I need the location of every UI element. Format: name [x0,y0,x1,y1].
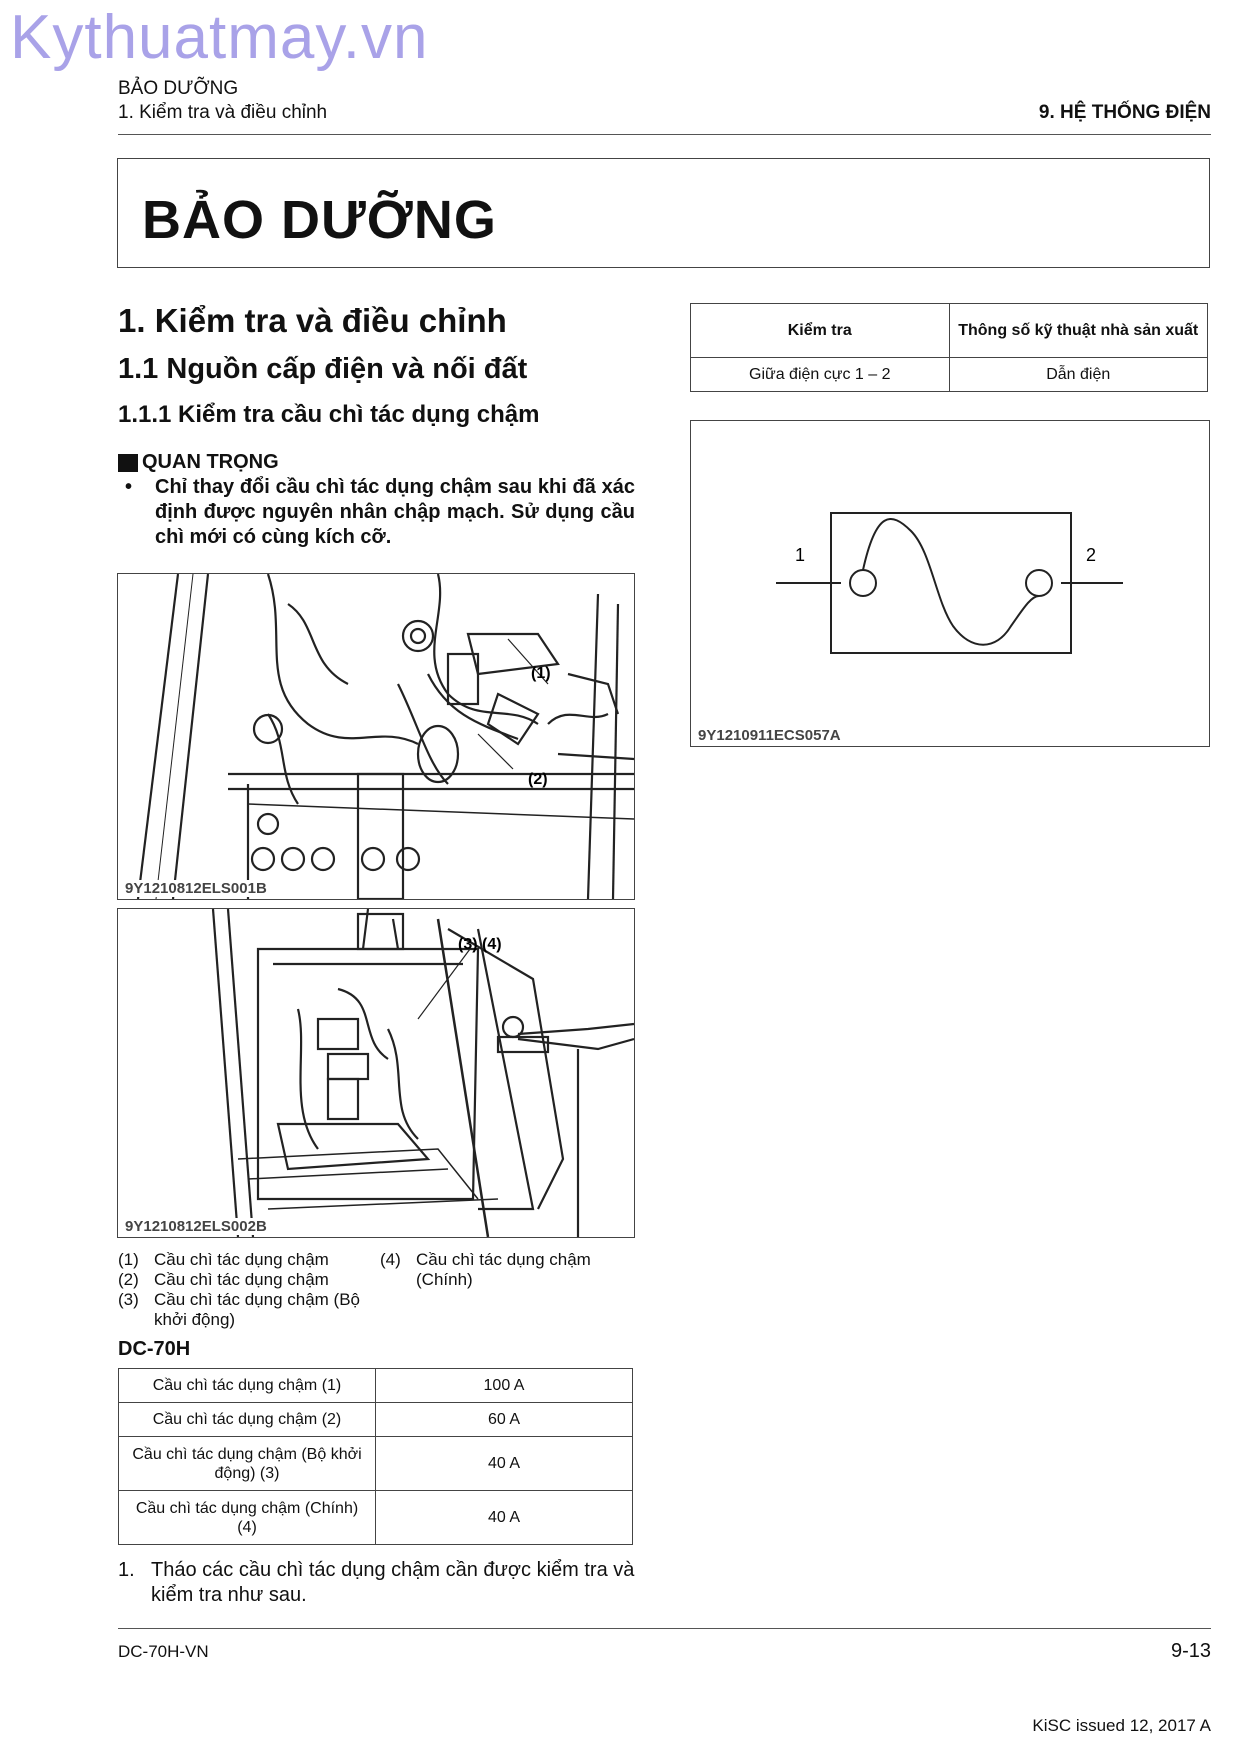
footer-rule [118,1628,1211,1629]
caption-1: (1) Cầu chì tác dụng chậm [118,1250,329,1269]
fuse-symbol-diagram [691,421,1209,746]
heading-3: 1.1.1 Kiểm tra cầu chì tác dụng chậm [118,401,540,428]
table-header-row: Kiểm tra Thông số kỹ thuật nhà sản xuất [691,304,1208,358]
table-row: Giữa điện cực 1 – 2 Dẫn điện [691,358,1208,392]
square-icon [118,454,138,472]
important-bullet [125,475,635,550]
important-text: QUAN TRỌNG [142,451,279,473]
terminal-2-label: 2 [1086,545,1097,565]
photo-figure-1 [117,573,635,900]
important-bullet-text: Chỉ thay đổi cầu chì tác dụng chậm sau khi đã xác định được nguyên nhân chập mạch. Sử dụng cầu chì mới có cùng kích cỡ. [155,476,635,548]
table-row: Cầu chì tác dụng chậm (1) 100 A [119,1369,633,1403]
engine-bay-illustration-2 [118,909,634,1237]
model-label: DC-70H [118,1338,191,1360]
callout-3-4: (3) (4) [458,936,502,953]
header-subsection: 1. Kiểm tra và điều chỉnh [118,102,328,123]
table-row: Cầu chì tác dụng chậm (Chính) (4) 40 A [119,1491,633,1545]
terminal-1-label: 1 [795,545,806,565]
table-row: Cầu chì tác dụng chậm (2) 60 A [119,1403,633,1437]
important-label [118,451,279,474]
photo-figure-2 [117,908,635,1238]
header-section: BẢO DƯỠNG [118,78,239,99]
page-title: BẢO DƯỠNG [142,190,497,250]
table-row: Cầu chì tác dụng chậm (Bộ khởi động) (3) 40 A [119,1437,633,1491]
figure-code: 9Y1210911ECS057A [698,727,841,744]
title-box [117,158,1210,268]
engine-bay-illustration-1 [118,574,634,899]
fuse-diagram-figure [690,420,1210,747]
header-rule [118,134,1211,135]
caption-4: (4) Cầu chì tác dụng chậm (Chính) [380,1250,591,1289]
spec-table [690,303,1208,392]
callout-1: (1) [531,665,551,682]
issued-note: KiSC issued 12, 2017 A [1032,1716,1211,1735]
heading-2: 1.1 Nguồn cấp điện và nối đất [118,353,528,385]
heading-1: 1. Kiểm tra và điều chỉnh [118,302,507,339]
watermark-logo: Kythuatmay.vn [10,3,429,72]
caption-2: (2) Cầu chì tác dụng chậm [118,1270,329,1289]
fuse-rating-table [118,1368,633,1545]
figure-code: 9Y1210812ELS002B [125,1218,267,1235]
header-chapter: 9. HỆ THỐNG ĐIỆN [1038,102,1211,123]
figure-code: 9Y1210812ELS001B [125,880,267,897]
caption-3: (3) Cầu chì tác dụng chậm (Bộ khởi động) [118,1290,361,1329]
page-number: 9-13 [1170,1640,1211,1662]
bullet-icon: • [125,476,133,498]
footer-model: DC-70H-VN [118,1642,209,1661]
callout-2: (2) [528,771,548,788]
procedure-step-1: 1. Tháo các cầu chì tác dụng chậm cần được kiểm tra và kiểm tra như sau. [118,1559,635,1606]
